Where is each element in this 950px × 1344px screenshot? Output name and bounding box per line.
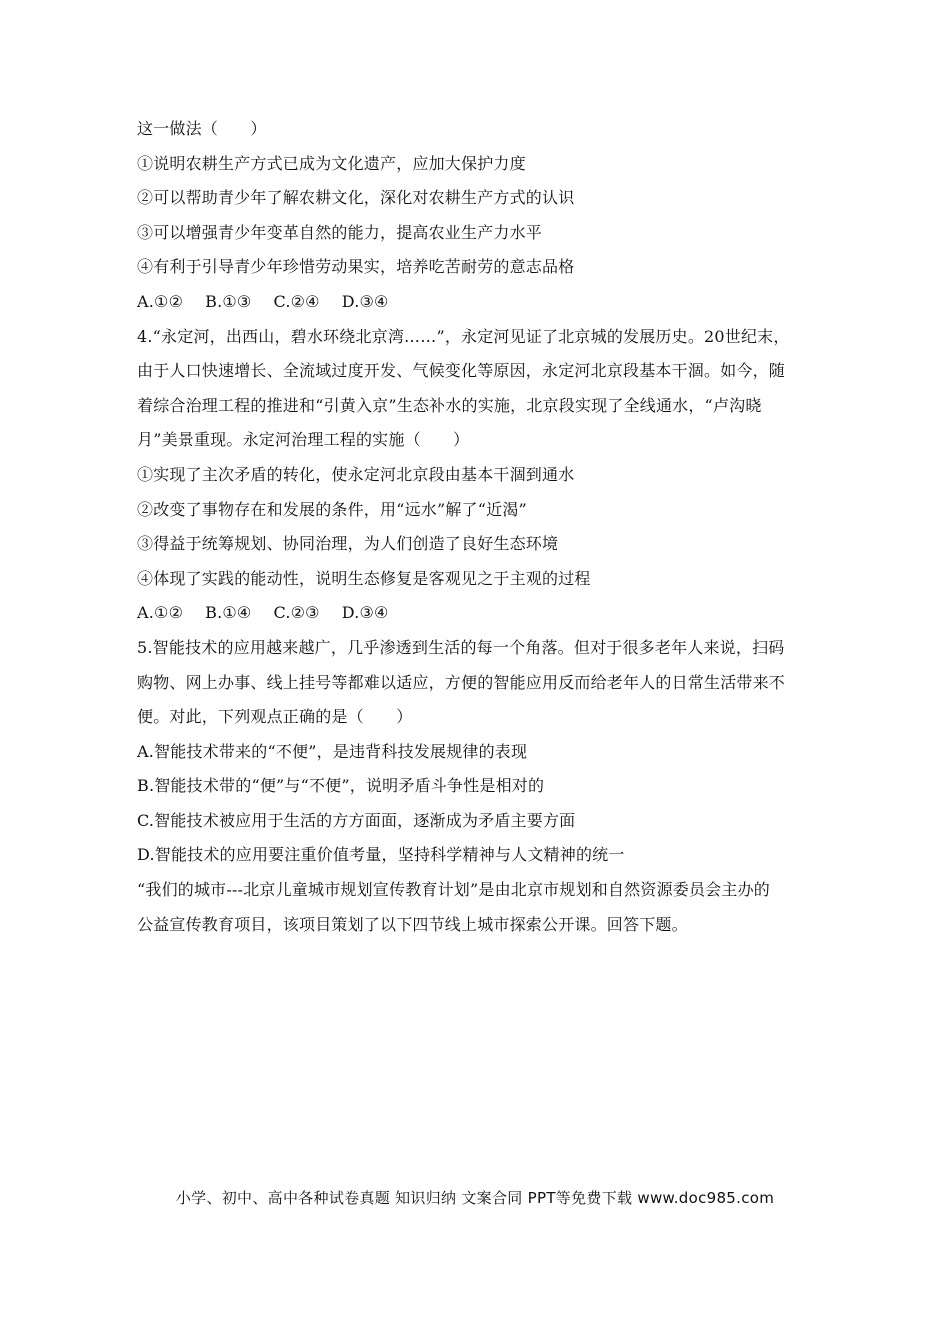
q4-stem-line-4: 月”美景重现。永定河治理工程的实施（ ） <box>137 430 470 450</box>
q3-statement-1: ①说明农耕生产方式已成为文化遗产，应加大保护力度 <box>137 153 526 173</box>
q3-statement-2: ②可以帮助青少年了解农耕文化，深化对农耕生产方式的认识 <box>137 188 575 208</box>
q4-statement-2: ②改变了事物存在和发展的条件，用“远水”解了“近渴” <box>137 499 527 519</box>
footer-download-banner: 小学、初中、高中各种试卷真题 知识归纳 文案合同 PPT等免费下载 www.doc985.com <box>175 1189 775 1207</box>
q4-option-d: D.③④ <box>341 603 389 623</box>
q4-stem-line-2: 由于人口快速增长、全流域过度开发、气候变化等原因，永定河北京段基本干涸。如今，随 <box>137 361 786 381</box>
q5-stem-line-3: 便。对此，下列观点正确的是（ ） <box>137 707 413 727</box>
q5-stem-line-2: 购物、网上办事、线上挂号等都难以适应，方便的智能应用反而给老年人的日常生活带来不 <box>137 672 786 692</box>
q4-statement-3: ③得益于统筹规划、协同治理，为人们创造了良好生态环境 <box>137 534 559 554</box>
q3-statement-3: ③可以增强青少年变革自然的能力，提高农业生产力水平 <box>137 222 543 242</box>
q4-stem-line-3: 着综合治理工程的推进和“引黄入京”生态补水的实施，北京段实现了全线通水，“卢沟晓 <box>137 395 762 415</box>
q5-option-c: C.智能技术被应用于生活的方方面面，逐渐成为矛盾主要方面 <box>137 810 576 830</box>
intro-line-1: “我们的城市---北京儿童城市规划宣传教育计划”是由北京市规划和自然资源委员会主办的 <box>137 880 770 900</box>
intro-line-2: 公益宣传教育项目，该项目策划了以下四节线上城市探索公开课。回答下题。 <box>137 914 688 934</box>
q5-stem-line-1: 5.智能技术的应用越来越广，几乎渗透到生活的每一个角落。但对于很多老年人来说，扫码 <box>137 637 785 657</box>
q5-option-a: A.智能技术带来的“不便”，是违背科技发展规律的表现 <box>137 741 528 761</box>
q5-option-d: D.智能技术的应用要注重价值考量，坚持科学精神与人文精神的统一 <box>137 845 625 865</box>
q3-statement-4: ④有利于引导青少年珍惜劳动果实，培养吃苦耐劳的意志品格 <box>137 257 575 277</box>
q4-option-c: C.②③ <box>273 603 320 623</box>
q4-statement-1: ①实现了主次矛盾的转化，使永定河北京段由基本干涸到通水 <box>137 464 575 484</box>
q3-options <box>137 285 813 320</box>
q4-option-a: A.①② <box>137 603 184 623</box>
q5-option-b: B.智能技术带的“便”与“不便”，说明矛盾斗争性是相对的 <box>137 776 545 796</box>
q3-option-b: B.①③ <box>205 291 252 311</box>
q3-option-a: A.①② <box>137 291 184 311</box>
q3-option-d: D.③④ <box>341 291 389 311</box>
q4-statement-4: ④体现了实践的能动性，说明生态修复是客观见之于主观的过程 <box>137 568 591 588</box>
exam-page-content <box>137 112 813 942</box>
q4-option-b: B.①④ <box>205 603 252 623</box>
q3-stem-tail: 这一做法（ ） <box>137 119 267 138</box>
q4-stem-line-1: 4.“永定河，出西山，碧水环绕北京湾……”，永定河见证了北京城的发展历史。20世纪末， <box>137 326 790 346</box>
q4-options <box>137 596 813 631</box>
q3-option-c: C.②④ <box>273 291 320 311</box>
